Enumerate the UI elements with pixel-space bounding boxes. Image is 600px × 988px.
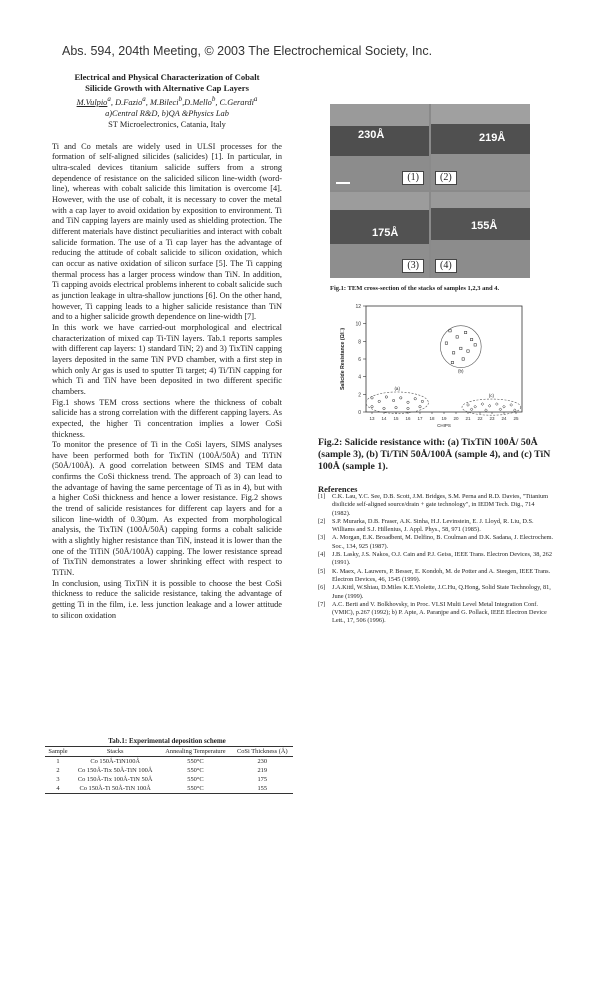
data-point (481, 403, 484, 406)
data-point (513, 409, 516, 412)
conference-header: Abs. 594, 204th Meeting, © 2003 The Electrochemical Society, Inc. (62, 44, 433, 58)
table-cell: 219 (257, 767, 268, 774)
table-cell: Co 150Å-Tix 50Å-TiN 100Å (77, 767, 153, 774)
table-cell: 550°C (187, 767, 204, 774)
ref-number: [2] (318, 517, 326, 525)
x-tick-label: 17 (417, 416, 423, 421)
table-cell: Co 150Å-Tix 100Å-TiN 50Å (77, 776, 153, 783)
table-header: CoSi Thickness (Å) (232, 747, 293, 757)
table-cell: Co 150Å-Ti 50Å-TiN 100Å (71, 784, 159, 794)
data-point (371, 397, 373, 399)
series-group-outline (440, 326, 481, 368)
data-point (407, 407, 409, 409)
data-point (474, 344, 476, 346)
ref-text: J.B. Lasky, J.S. Nakos, O.J. Cain and P.J. Geiss, IEEE Trans. Electron Devices, 38, 262 (1991). (332, 551, 552, 567)
x-tick-label: 25 (513, 416, 519, 421)
data-point (470, 408, 473, 411)
author: , C.Gerardi (215, 97, 254, 107)
data-point (462, 358, 464, 360)
data-point (510, 404, 513, 407)
data-point (421, 400, 423, 402)
x-tick-label: 14 (381, 416, 387, 421)
reference-item (318, 518, 554, 535)
reference-item (318, 601, 554, 626)
author: , M.Bileci (145, 97, 179, 107)
reference-item (318, 551, 554, 568)
data-point (392, 399, 394, 401)
data-point (467, 404, 470, 407)
table-row (45, 775, 293, 784)
table-header: Sample (45, 747, 71, 757)
thickness-label: 219Å (479, 132, 506, 144)
tem-panel-3 (330, 192, 429, 278)
x-tick-label: 21 (465, 416, 471, 421)
paragraph: Fig.1 shows TEM cross sections where the thickness of cobalt salicide has a strong correlation with the different capping layers. As expected, the higher Ti concentration implies a lower CoSi thickness. (52, 397, 282, 439)
y-tick-label: 6 (358, 357, 361, 363)
y-tick-label: 12 (355, 304, 361, 310)
table-header: Annealing Temperature (159, 747, 231, 757)
reference-item (318, 534, 554, 551)
table-cell: Co 150Å-TiN100Å (90, 758, 140, 765)
author: ,D.Mello (182, 97, 212, 107)
data-point (395, 406, 397, 408)
tem-figure (330, 104, 530, 278)
author-list (52, 94, 282, 108)
data-point (503, 405, 506, 408)
author-first: M.Vulpio (76, 97, 108, 107)
data-point (464, 331, 466, 333)
x-tick-label: 19 (441, 416, 447, 421)
table-cell: 550°C (187, 776, 204, 783)
ref-text: K. Maex, A. Lauwers, P. Besser, E. Kondoh, M. de Potter and A. Steegen, IEEE Trans. Electron Devices, 46, 1545 (1999). (332, 567, 551, 583)
data-point (385, 396, 387, 398)
data-point (400, 397, 402, 399)
data-point (495, 403, 498, 406)
table-cell: 155 (232, 784, 293, 794)
series-label: (a) (394, 385, 400, 391)
table-caption: Tab.1: Experimental deposition scheme (108, 737, 226, 745)
table-cell: 550°C (159, 784, 231, 794)
ref-text: A. Morgan, E.K. Broadbent, M. Delfino, B. Coulman and D.K. Sadana, J. Electrochem. Soc., 134, 925 (1987). (332, 534, 554, 550)
table-cell: 4 (45, 784, 71, 794)
data-point (474, 405, 477, 408)
references-title: References (318, 484, 358, 494)
panel-number: (2) (435, 171, 457, 185)
ref-number: [3] (318, 534, 326, 542)
series-label: (c) (488, 393, 495, 399)
y-tick-label: 10 (355, 321, 361, 328)
affil-mark: a (142, 95, 146, 103)
series-label: (b) (458, 368, 464, 374)
ref-text: S.P. Murarka, D.B. Fraser, A.K. Sinha, H.J. Levinstein, E. J. Lloyd, R. Liu, D.S. Williams and S.J. Hillenius, J. Appl. Phys., 58, 971 (1985). (332, 517, 534, 534)
scale-bar (336, 182, 350, 184)
y-tick-label: 2 (358, 392, 361, 399)
author: , D.Fazio (110, 97, 143, 107)
table-header: Stacks (71, 747, 159, 757)
paper-title (52, 72, 282, 94)
affil-mark: a (107, 95, 111, 103)
ref-number: [4] (318, 551, 326, 559)
reference-item (318, 493, 554, 518)
table-cell: 230 (257, 758, 268, 765)
table-row (45, 784, 293, 794)
ref-number: [6] (318, 584, 326, 592)
panel-number: (4) (435, 259, 457, 273)
y-axis-label: Salicide Resistance (Ω/□) (340, 327, 346, 391)
data-point (499, 408, 502, 411)
affiliation: a)Central R&D, b)QA &Physics Lab (105, 108, 229, 118)
affil-mark: a (253, 95, 258, 103)
fig1-caption: Fig.1: TEM cross-section of the stacks of samples 1,2,3 and 4. (330, 285, 500, 292)
ref-number: [7] (318, 600, 326, 608)
table-cell: 3 (56, 776, 60, 783)
body-text (52, 142, 282, 622)
references-list (318, 493, 554, 626)
data-point (383, 407, 385, 409)
data-point (456, 336, 458, 338)
deposition-table (45, 746, 293, 794)
affil-mark: b (178, 95, 183, 103)
panel-number: (1) (402, 171, 424, 185)
x-axis-label: CHIPS (437, 423, 451, 428)
data-point (407, 401, 409, 403)
x-tick-label: 15 (393, 416, 399, 421)
table-row (45, 766, 293, 775)
data-point (485, 409, 488, 412)
ref-text: A.C. Berti and V. Bolkhovsky, in Proc. VLSI Multi Level Metal Integration Conf. (VMIC), p.267 (1992); b) P. Apte, A. Paranjpe and G. Pollack, IEEE Electron Device Lett., 17, 506 (1996). (332, 600, 547, 625)
thickness-label: 155Å (471, 220, 498, 232)
x-tick-label: 13 (369, 416, 375, 421)
data-point (445, 342, 447, 344)
x-tick-label: 22 (477, 416, 483, 421)
data-point (378, 400, 380, 402)
reference-item (318, 584, 554, 601)
x-tick-label: 20 (453, 416, 459, 421)
tem-panel-4 (431, 192, 530, 278)
data-point (371, 406, 373, 408)
data-point (460, 347, 462, 349)
title-line: Electrical and Physical Characterization of Cobalt (74, 72, 260, 82)
y-tick-label: 8 (358, 339, 361, 346)
data-point (488, 404, 491, 407)
data-point (467, 350, 469, 352)
y-tick-label: 4 (358, 374, 361, 381)
tem-panel-1 (330, 104, 429, 190)
ref-text: C.K. Lau, Y.C. See, D.B. Scott, J.M. Bridges, S.M. Perna and R.D. Davies, "Titanium disilicide self-aligned source/drain + gate technology", in IEDM Tech. Dig., 714 (1982). (332, 493, 549, 517)
x-tick-label: 24 (501, 416, 507, 421)
title-line: Silicide Growth with Alternative Cap Layers (85, 83, 249, 93)
data-point (452, 352, 454, 354)
fig2-caption: Fig.2: Salicide resistance with: (a) TixTiN 100Å/ 50Å (sample 3), (b) Ti/TiN 50Å/100Å (sample 4), and (c) TiN 100Å (sample 1). (318, 437, 551, 472)
thickness-label: 230Å (358, 129, 385, 141)
y-tick-label: 0 (358, 410, 361, 416)
organization: ST Microelectronics, Catania, Italy (108, 119, 226, 129)
ref-number: [1] (318, 493, 326, 500)
panel-number: (3) (402, 259, 424, 273)
series-group-outline (366, 392, 428, 413)
paragraph: In conclusion, using TixTiN it is possible to choose the best CoSi thickness to reduce the salicide resistance, taking the advantage of getting Ti in the film, i.e. less junction leakage and a lower attitude to silicon oxidation (52, 578, 282, 620)
x-tick-label: 16 (405, 416, 411, 421)
affil-mark: b (211, 95, 216, 103)
table-cell: 1 (56, 758, 60, 765)
data-point (470, 338, 472, 340)
x-tick-label: 23 (489, 416, 495, 421)
left-column (52, 72, 282, 621)
ref-number: [5] (318, 567, 326, 575)
ref-text: J.A.Kittl, W.Shiau, D.Miles K.E.Violette, J.C.Hu, Q.Hong, Solid State Technology, 81, June (1999). (332, 584, 551, 600)
data-point (449, 330, 451, 332)
data-point (451, 361, 453, 363)
table-cell: 550°C (187, 758, 204, 765)
resistance-chart (330, 300, 530, 430)
x-tick-label: 18 (429, 416, 435, 421)
table-cell: 175 (257, 776, 268, 783)
table-cell: 2 (56, 767, 60, 774)
paragraph: To monitor the presence of Ti in the CoSi layers, SIMS analyses have been performed both for TixTiN (100Å/50Å) and TiTiN (50Å/100Å). A good correlation between SIMS and TEM data confirms the CoSi thickness trend. The approach of 3) can lead to the advantage of having the same percentage of Ti as in 4), but with a higher CoSi thickness and hence a lower resistance. Fig.2 shows the trend of salicide resistances for different cap layers and for a silicon line-width of 0.30µm. As expected from morphological analysis, the TixTiN (100Å/50Å) capping forms a cobalt salicide with a slightly higher resistance than TiN, instead it is lower than the one of the TiTiN (50Å/100Å) capping. The lower resistance spread of TixTiN demonstrates a lower shrinking effect with respect to TiTiN. (52, 440, 282, 578)
data-point (419, 406, 421, 408)
paragraph: Ti and Co metals are widely used in ULSI processes for the formation of self-aligned silicides (salicides) [1]. In particular, in ultra-scaled devices titanium salicide suffers from a strong dependence of resistance on the salicided silicon line-width (word-line), whereas with cobalt salicide this limitation is overcome [4]. However, with the use of cobalt, it is necessary to cover the metal with a cap layer to avoid oxidation by exposition to environment. Ti and TiN capping layers are mainly used as shielding protection. The different materials have distinct peculiarities and interact with cobalt salicide formation. The use of a Ti cap layer has the advantage of reducing the attitude of cobalt salicide to silicon oxidation, which can occur as native oxidation of silicon surface [5]. The Ti capping thermal process has a larger process window than TiN. In addition, Ti capping avoids electrical problems inherent to cobalt salicide such as junction leakage in ultra-shallow junctions [6]. On the other hand, however, Ti capping leads to a higher salicide resistance than TiN and to a higher salicide growth dependence on line-width [7]. (52, 141, 282, 322)
tem-panel-2 (431, 104, 530, 190)
thickness-label: 175Å (372, 227, 399, 239)
paragraph: In this work we have carried-out morphological and electrical characterization of mixed cap Ti-TiN layers. Tab.1 reports samples with different cap layers: 1) standard TiN; 2) and 3) TixTiN capping layers deposited in the same TiN PVD chamber, with a first step in which only Ar gas is used to sputter Ti target; 4) Ti/TiN capping for which Ti and TiN have been deposited in two different specific chambers. (52, 322, 282, 396)
series-group-outline (462, 399, 521, 415)
data-point (414, 398, 416, 400)
reference-item (318, 568, 554, 585)
table-row (45, 757, 293, 767)
